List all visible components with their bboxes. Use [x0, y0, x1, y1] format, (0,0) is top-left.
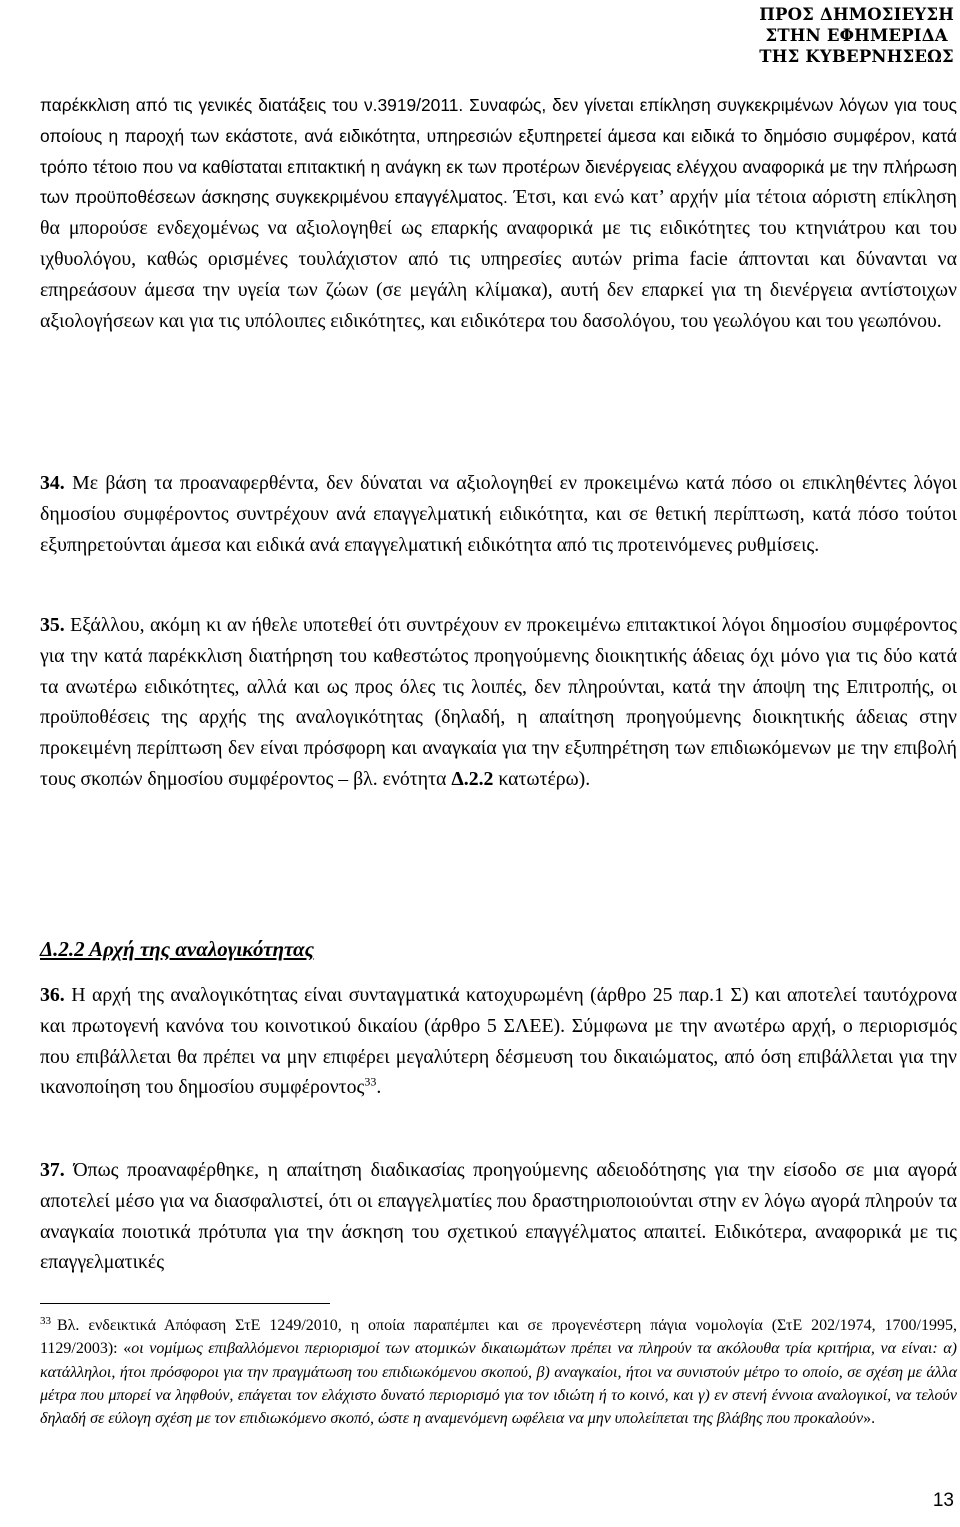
footnote-quote: οι νομίμως επιβαλλόμενοι περιορισμοί των ατομικών δικαιωμάτων πρέπει να πληρούν τα ακόλουθα τρία κριτήρια, να είναι: α) κατάλληλοι, ήτοι πρόσφοροι για την πραγμάτωση του επιδιωκόμενου σκοπού, β) αναγκαίοι, ήτοι να συνιστούν μέτρο το οποίο, σε σχέση με άλλα μέτρα που μπορεί να ληφθούν, επάγεται τον ελάχιστο δυνατό περιορισμό για τον ιδιώτη ή το κοινό, και γ) εν στενή έννοια αναλογικοί, να τελούν δηλαδή σε εύλογη σχέση με τον επιδιωκόμενο σκοπό, ώστε η αναμενόμενη ωφέλεια να μην υπολείπεται της βλάβης που προκαλούν — [40, 1340, 957, 1428]
paragraph-number: 37. — [40, 1159, 65, 1181]
section-heading: Δ.2.2 Αρχή της αναλογικότητας — [40, 937, 315, 961]
paragraph-text-end: κατωτέρω). — [493, 767, 591, 790]
stamp-line-2: ΣΤΗΝ ΕΦΗΜΕΡΙΔΑ — [765, 26, 948, 45]
paragraph-37 — [40, 1155, 957, 1278]
stamp-line-1: ΠΡΟΣ ΔΗΜΟΣΙΕΥΣΗ — [759, 5, 954, 24]
paragraph-text: Όπως προαναφέρθηκε, η απαίτηση διαδικασίας προηγούμενης αδειοδότησης για την είσοδο σε μια αγορά αποτελεί μέσο για να διασφαλιστεί, ότι οι επαγγελματίες που δραστηριοποιούνται στην εν λόγω αγορά πληρούν τα αναγκαία ποιοτικά πρότυπα για την άσκηση του σχετικού επαγγέλματος απαιτεί. Ειδικότερα, αναφορικά με τις επαγγελματικές — [40, 1159, 957, 1274]
footnote-close: ». — [863, 1410, 876, 1428]
paragraph-number: 34. — [40, 472, 65, 494]
footnote-text: Βλ. ενδεικτικά Απόφαση ΣτΕ 1249/2010, η οποία παραπέμπει και σε προγενέστερη πάγια νομολογία (ΣτΕ 202/1974, 1700/1995, 1129/2003): « — [40, 1317, 957, 1358]
footnote — [40, 1314, 957, 1430]
paragraph-continued-part-a: παρέκκλιση από τις γενικές διατάξεις του ν.3919/2011. Συναφώς, δεν γίνεται επίκληση συγκεκριμένων λόγων για τους οποίους η παροχή των εκάστοτε, ανά ειδικότητα, υπηρεσιών εξυπηρετεί άμεσα και ειδικά το δημόσιο συμφέρον, κατά τρόπο τέτοιο που να καθίσταται επιτακτική η ανάγκη εκ των προτέρων διενέργειας ελέγχου αναφορικά με την πλήρωση των προϋποθέσεων άσκησης συγκεκριμένου επαγγέλματος. — [40, 95, 957, 208]
publication-stamp — [759, 4, 954, 67]
footnote-divider — [40, 1303, 330, 1304]
paragraph-text: Εξάλλου, ακόμη κι αν ήθελε υποτεθεί ότι συντρέχουν εν προκειμένω επιτακτικοί λόγοι δημοσίου συμφέροντος για την κατά παρέκκλιση διατήρηση του καθεστώτος προηγούμενης διοικητικής άδειας όχι μόνο για τις δύο κατά τα ανωτέρω ειδικότητες, αλλά και ως προς όλες τις λοιπές, δεν πληρούνται, κατά την άποψη της Επιτροπής, οι προϋποθέσεις της αρχής της αναλογικότητας (δηλαδή, η απαίτηση προηγούμενης διοικητικής άδειας στην προκειμένη περίπτωση δεν είναι πρόσφορη και αναγκαία για την εξυπηρέτηση των επιδιωκόμενων με την επιβολή τους σκοπών δημοσίου συμφέροντος – βλ. ενότητα — [40, 614, 957, 790]
section-reference: Δ.2.2 — [451, 767, 494, 790]
paragraph-number: 36. — [40, 984, 65, 1006]
paragraph-continued — [40, 90, 957, 336]
paragraph-text: Με βάση τα προαναφερθέντα, δεν δύναται να αξιολογηθεί εν προκειμένω κατά πόσο οι επικληθέντες λόγοι δημοσίου συμφέροντος συντρέχουν ανά επαγγελματική ειδικότητα, και σε θετική περίπτωση, κατά πόσο τούτοι εξυπηρετούνται άμεσα και ειδικά ανά επαγγελματική ειδικότητα από τις προτεινόμενες ρυθμίσεις. — [40, 472, 957, 556]
paragraph-text: Η αρχή της αναλογικότητας είναι συνταγματικά κατοχυρωμένη (άρθρο 25 παρ.1 Σ) και αποτελεί ταυτόχρονα και πρωτογενή κανόνα του κοινοτικού δικαίου (άρθρο 5 ΣΛΕΕ). Σύμφωνα με την ανωτέρω αρχή, ο περιορισμός που επιβάλλεται θα πρέπει να μην επιφέρει μεγαλύτερη δέσμευση του δικαιώματος, από όση επιβάλλεται για την ικανοποίηση του δημοσίου συμφέροντος — [40, 984, 957, 1099]
paragraph-34 — [40, 468, 957, 560]
paragraph-35 — [40, 610, 957, 795]
stamp-line-3: ΤΗΣ ΚΥΒΕΡΝΗΣΕΩΣ — [759, 47, 954, 66]
page-number: 13 — [932, 1490, 954, 1511]
paragraph-36 — [40, 980, 957, 1103]
paragraph-number: 35. — [40, 614, 65, 636]
paragraph-continued-part-b: Έτσι, και ενώ κατ’ αρχήν μία τέτοια αόριστη επίκληση θα μπορούσε ενδεχομένως να αξιολογηθεί ως επαρκής αναφορικά με τις ειδικότητες του κτηνιάτρου και του ιχθυολόγου, καθώς ορισμένες τουλάχιστον από τις υπηρεσίες αυτών prima facie άπτονται και δύνανται να επηρεάσουν άμεσα την υγεία των ζώων (σε μεγάλη κλίμακα), αυτή δεν επαρκεί για τη διενέργεια αντίστοιχων αξιολογήσεων και για τις υπόλοιπες ειδικότητες, και ειδικότερα του δασολόγου, του γεωλόγου και του γεωπόνου. — [40, 186, 957, 332]
footnote-number: 33 — [40, 1314, 51, 1327]
footnote-reference[interactable]: 33 — [364, 1074, 377, 1089]
paragraph-text-end: . — [376, 1076, 382, 1099]
